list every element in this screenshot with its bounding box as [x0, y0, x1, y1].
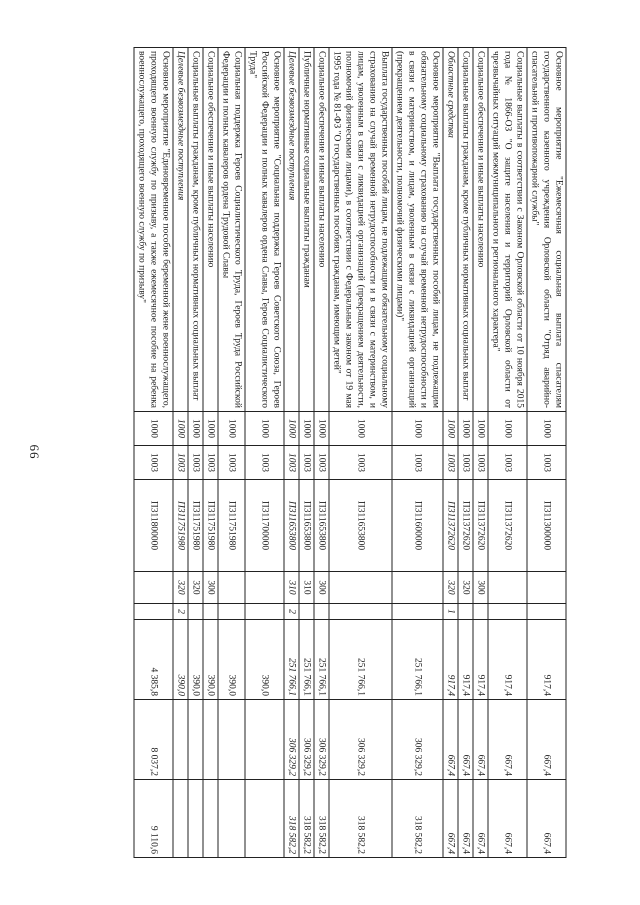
- table-body: [134, 48, 566, 858]
- amount-year2-cell: 306 329,2: [392, 700, 443, 780]
- row-name-cell: Основное мероприятие "Выплата государственных пособий лицам, не подлежащим обязательному социальному страхованию на случай временной нетрудоспособности и в связи с материнством, и лицам, уволенным в связи с ликвидацией организаций (прекращением деятельности, полномочий физическими лицами)": [392, 48, 443, 412]
- amount-year3-cell: 667,4: [473, 780, 488, 858]
- amount-year3-cell: [218, 780, 245, 858]
- row-name-cell: Публичные нормативные социальные выплаты гражданам: [299, 48, 314, 412]
- subsection-code-cell: 1003: [314, 446, 329, 480]
- amount-year1-cell: 251 766,1: [299, 620, 314, 700]
- amount-year3-cell: 318 582,2: [284, 780, 299, 858]
- table-row: [443, 48, 458, 858]
- table-row: [188, 48, 203, 858]
- target-article-cell: П311653800: [284, 480, 299, 572]
- amount-year1-cell: 917,4: [443, 620, 458, 700]
- subsection-code-cell: 1003: [443, 446, 458, 480]
- subsection-code-cell: 1003: [473, 446, 488, 480]
- amount-year1-cell: 4 385,8: [134, 620, 173, 700]
- target-article-cell: П311800000: [134, 480, 173, 572]
- target-article-cell: П311653800: [314, 480, 329, 572]
- expense-type-cell: 320: [173, 572, 188, 604]
- table-row: [134, 48, 173, 858]
- amount-year2-cell: [245, 700, 284, 780]
- amount-year2-cell: [203, 700, 218, 780]
- source-code-cell: 1: [443, 604, 458, 620]
- table-row: [284, 48, 299, 858]
- section-code-cell: 1000: [314, 412, 329, 446]
- source-code-cell: [473, 604, 488, 620]
- amount-year3-cell: [173, 780, 188, 858]
- subsection-code-cell: 1003: [134, 446, 173, 480]
- subsection-code-cell: 1003: [329, 446, 392, 480]
- subsection-code-cell: 1003: [488, 446, 527, 480]
- section-code-cell: 1000: [218, 412, 245, 446]
- amount-year3-cell: 667,4: [527, 780, 566, 858]
- section-code-cell: 1000: [188, 412, 203, 446]
- amount-year2-cell: 667,4: [527, 700, 566, 780]
- amount-year2-cell: 667,4: [443, 700, 458, 780]
- target-article-cell: П311372620: [458, 480, 473, 572]
- amount-year3-cell: 318 582,2: [329, 780, 392, 858]
- amount-year3-cell: 318 582,2: [314, 780, 329, 858]
- source-code-cell: 2: [173, 604, 188, 620]
- target-article-cell: П311751980: [173, 480, 188, 572]
- row-name-cell: Социальные выплаты гражданам, кроме публичных нормативных социальных выплат: [458, 48, 473, 412]
- row-name-cell: Социальные выплаты гражданам, кроме публичных нормативных социальных выплат: [188, 48, 203, 412]
- subsection-code-cell: 1003: [188, 446, 203, 480]
- amount-year1-cell: 390,0: [173, 620, 188, 700]
- budget-table: [134, 47, 567, 858]
- expense-type-cell: 320: [443, 572, 458, 604]
- row-name-cell: Социальная поддержка Героев Социалистического Труда, Героев Труда Российской Федерации и полных кавалеров ордена Трудовой Славы: [218, 48, 245, 412]
- source-code-cell: [203, 604, 218, 620]
- table-row: [299, 48, 314, 858]
- section-code-cell: 1000: [329, 412, 392, 446]
- budget-table-sheet: [134, 47, 567, 857]
- row-name-cell: Социальное обеспечение и иные выплаты населению: [473, 48, 488, 412]
- source-code-cell: [314, 604, 329, 620]
- amount-year2-cell: 667,4: [488, 700, 527, 780]
- source-code-cell: [392, 604, 443, 620]
- target-article-cell: П311700000: [245, 480, 284, 572]
- subsection-code-cell: 1003: [245, 446, 284, 480]
- target-article-cell: П311751980: [203, 480, 218, 572]
- subsection-code-cell: 1003: [527, 446, 566, 480]
- table-row: [458, 48, 473, 858]
- subsection-code-cell: 1003: [392, 446, 443, 480]
- row-name-cell: Областные средства: [443, 48, 458, 412]
- amount-year1-cell: 390,0: [218, 620, 245, 700]
- expense-type-cell: [218, 572, 245, 604]
- table-row: [218, 48, 245, 858]
- source-code-cell: [299, 604, 314, 620]
- table-row: [173, 48, 188, 858]
- source-code-cell: [218, 604, 245, 620]
- section-code-cell: 1000: [203, 412, 218, 446]
- subsection-code-cell: 1003: [218, 446, 245, 480]
- table-row: [314, 48, 329, 858]
- table-row: [392, 48, 443, 858]
- amount-year2-cell: 8 037,2: [134, 700, 173, 780]
- amount-year1-cell: 251 766,1: [284, 620, 299, 700]
- amount-year1-cell: 917,4: [527, 620, 566, 700]
- target-article-cell: П311372620: [488, 480, 527, 572]
- table-row: [245, 48, 284, 858]
- target-article-cell: П311653800: [329, 480, 392, 572]
- amount-year1-cell: 917,4: [458, 620, 473, 700]
- expense-type-cell: 300: [314, 572, 329, 604]
- row-name-cell: Социальное обеспечение и иные выплаты населению: [203, 48, 218, 412]
- amount-year3-cell: 9 110,6: [134, 780, 173, 858]
- expense-type-cell: [245, 572, 284, 604]
- section-code-cell: 1000: [392, 412, 443, 446]
- amount-year2-cell: [218, 700, 245, 780]
- amount-year2-cell: [173, 700, 188, 780]
- amount-year1-cell: 390,0: [245, 620, 284, 700]
- amount-year3-cell: 667,4: [488, 780, 527, 858]
- amount-year3-cell: 318 582,2: [392, 780, 443, 858]
- row-name-cell: Основное мероприятие "Единовременное пособие беременной жене военнослужащего, проходящего военную службу по призыву, а также ежемесячное пособие на ребенка военнослужащего, проходящего военную службу по призыву": [134, 48, 173, 412]
- amount-year2-cell: 667,4: [473, 700, 488, 780]
- subsection-code-cell: 1003: [458, 446, 473, 480]
- amount-year2-cell: [188, 700, 203, 780]
- expense-type-cell: 300: [473, 572, 488, 604]
- amount-year1-cell: 251 766,1: [392, 620, 443, 700]
- expense-type-cell: 310: [284, 572, 299, 604]
- subsection-code-cell: 1003: [203, 446, 218, 480]
- target-article-cell: П311653800: [299, 480, 314, 572]
- expense-type-cell: 320: [458, 572, 473, 604]
- amount-year1-cell: 390,0: [203, 620, 218, 700]
- table-row: [488, 48, 527, 858]
- amount-year1-cell: 251 766,1: [314, 620, 329, 700]
- target-article-cell: П311751980: [188, 480, 203, 572]
- row-name-cell: Целевые безвозмездные поступления: [284, 48, 299, 412]
- amount-year1-cell: 251 766,1: [329, 620, 392, 700]
- amount-year2-cell: 306 329,2: [299, 700, 314, 780]
- row-name-cell: Социальное обеспечение и иные выплаты населению: [314, 48, 329, 412]
- source-code-cell: [188, 604, 203, 620]
- amount-year1-cell: 917,4: [488, 620, 527, 700]
- target-article-cell: П311372620: [473, 480, 488, 572]
- amount-year2-cell: 667,4: [458, 700, 473, 780]
- table-row: [473, 48, 488, 858]
- subsection-code-cell: 1003: [173, 446, 188, 480]
- row-name-cell: Целевые безвозмездные поступления: [173, 48, 188, 412]
- source-code-cell: [245, 604, 284, 620]
- row-name-cell: Основное мероприятие "Ежемесячная социальная выплата спасателям государственного казенного учреждения Орловской области "Отряд аварийно-спасательной и противопожарной службы": [527, 48, 566, 412]
- section-code-cell: 1000: [488, 412, 527, 446]
- subsection-code-cell: 1003: [299, 446, 314, 480]
- expense-type-cell: [527, 572, 566, 604]
- target-article-cell: П311751980: [218, 480, 245, 572]
- amount-year2-cell: 306 329,2: [284, 700, 299, 780]
- row-name-cell: Выплата государственных пособий лицам, не подлежащим обязательному социальному страхованию на случай временной нетрудоспособности и в связи с материнством, и лицам, уволенным в связи с ликвидацией организаций (прекращением деятельности, полномочий физическими лицами), в соответствии с Федеральным законом от 19 мая 1995 года № 81-ФЗ "О государственных пособиях гражданам, имеющим детей": [329, 48, 392, 412]
- amount-year1-cell: 917,4: [473, 620, 488, 700]
- page-number: 66: [27, 444, 42, 460]
- amount-year3-cell: 318 582,2: [299, 780, 314, 858]
- table-row: [329, 48, 392, 858]
- source-code-cell: [488, 604, 527, 620]
- source-code-cell: [329, 604, 392, 620]
- section-code-cell: 1000: [284, 412, 299, 446]
- section-code-cell: 1000: [443, 412, 458, 446]
- row-name-cell: Основное мероприятие "Социальная поддержка Героев Советского Союза, Героев Российской Федерации и полных кавалеров ордена Славы, Героев Социалистического Труда": [245, 48, 284, 412]
- source-code-cell: [527, 604, 566, 620]
- amount-year3-cell: 667,4: [458, 780, 473, 858]
- amount-year2-cell: 306 329,2: [329, 700, 392, 780]
- row-name-cell: Социальные выплаты в соответствии с Законом Орловской области от 10 ноября 2015 года № 1866-ОЗ "О защите населения и территорий Орловской области от чрезвычайных ситуаций межмуниципального и регионального характера": [488, 48, 527, 412]
- table-row: [203, 48, 218, 858]
- subsection-code-cell: 1003: [284, 446, 299, 480]
- expense-type-cell: [488, 572, 527, 604]
- expense-type-cell: 300: [203, 572, 218, 604]
- expense-type-cell: [392, 572, 443, 604]
- section-code-cell: 1000: [458, 412, 473, 446]
- amount-year3-cell: [188, 780, 203, 858]
- source-code-cell: [458, 604, 473, 620]
- target-article-cell: П311600000: [392, 480, 443, 572]
- amount-year3-cell: [245, 780, 284, 858]
- amount-year3-cell: 667,4: [443, 780, 458, 858]
- source-code-cell: [134, 604, 173, 620]
- section-code-cell: 1000: [245, 412, 284, 446]
- section-code-cell: 1000: [527, 412, 566, 446]
- table-row: [527, 48, 566, 858]
- section-code-cell: 1000: [134, 412, 173, 446]
- expense-type-cell: 320: [188, 572, 203, 604]
- expense-type-cell: [329, 572, 392, 604]
- section-code-cell: 1000: [173, 412, 188, 446]
- target-article-cell: П311372620: [443, 480, 458, 572]
- amount-year3-cell: [203, 780, 218, 858]
- section-code-cell: 1000: [299, 412, 314, 446]
- expense-type-cell: 310: [299, 572, 314, 604]
- expense-type-cell: [134, 572, 173, 604]
- section-code-cell: 1000: [473, 412, 488, 446]
- amount-year1-cell: 390,0: [188, 620, 203, 700]
- amount-year2-cell: 306 329,2: [314, 700, 329, 780]
- target-article-cell: П311300000: [527, 480, 566, 572]
- source-code-cell: 2: [284, 604, 299, 620]
